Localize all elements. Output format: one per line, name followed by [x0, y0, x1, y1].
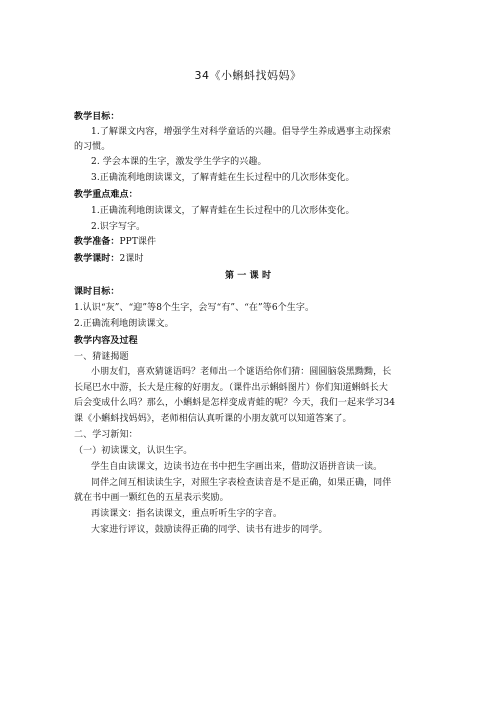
paragraph-3-line-1: 同伴之间互相读读生字，对照生字表检查读音是不是正确，如果正确，同伴	[91, 478, 392, 488]
lesson-heading: 第 一 课 时	[224, 271, 272, 281]
lesson-objectives-heading: 课时目标：	[74, 287, 120, 297]
hours-value: 2课时	[119, 254, 144, 264]
process-heading: 教学内容及过程	[74, 336, 138, 346]
lesson-objective-1: 1.认识“灰”、“迎”等8个生字，会写“有”、“在”等6个生字。	[74, 303, 315, 313]
paragraph-4: 再读课文：指名读课文，重点听听生字的字音。	[91, 509, 283, 519]
hours-line	[74, 253, 434, 266]
objective-2: 2. 学会本课的生字，激发学生学字的兴趣。	[91, 157, 267, 167]
subsection-1-heading: （一）初读课文，认识生字。	[74, 446, 193, 456]
prep-value: PPT课件	[119, 237, 157, 247]
key-point-1: 1.正确流利地朗读课文，了解青蛙在生长过程中的几次形体变化。	[91, 206, 355, 216]
paragraph-2: 学生自由读课文，边读书边在书中把生字画出来，借助汉语拼音读一读。	[91, 462, 383, 472]
paragraph-3-line-2: 就在书中画一颗红色的五星表示奖励。	[74, 493, 229, 503]
objective-1-line-1: 1.了解课文内容，增强学生对科学童话的兴趣。倡导学生养成遇事主动探索	[91, 127, 391, 137]
objectives-heading: 教学目标：	[74, 112, 120, 122]
paragraph-1-line-2: 长尾巴水中游，长大是庄稼的好朋友。（课件出示蝌蚪图片）你们知道蝌蚪长大	[74, 383, 389, 393]
key-points-heading: 教学重点难点：	[74, 190, 138, 200]
section-2-heading: 二、学习新知：	[74, 430, 138, 440]
prep-label: 教学准备：	[74, 237, 120, 247]
prep-line	[74, 236, 434, 249]
section-1-heading: 一、猜谜揭题	[74, 352, 129, 362]
paragraph-1-line-4: 课《小蝌蚪找妈妈》，老师相信认真听课的小朋友就可以知道答案了。	[74, 414, 352, 424]
key-point-2: 2.识字写字。	[91, 222, 146, 232]
lesson-objective-2: 2.正确流利地朗读课文。	[74, 319, 174, 329]
paragraph-5: 大家进行评议，鼓励读得正确的同学、读书有进步的同学。	[91, 525, 328, 535]
objective-3: 3.正确流利地朗读课文，了解青蛙在生长过程中的几次形体变化。	[91, 173, 355, 183]
paragraph-1-line-3: 后会变成什么吗？那么，小蝌蚪是怎样变成青蛙的呢？今天，我们一起来学习34	[74, 398, 396, 408]
document-title: 34《小蝌蚪找妈妈》	[194, 69, 302, 82]
hours-label: 教学课时：	[74, 254, 120, 264]
paragraph-1-line-1: 小朋友们，喜欢猜谜语吗？老师出一个谜语给你们猜：圆圆脑袋黑黝黝，长	[91, 367, 392, 377]
objective-1-line-2: 的习惯。	[74, 142, 111, 152]
